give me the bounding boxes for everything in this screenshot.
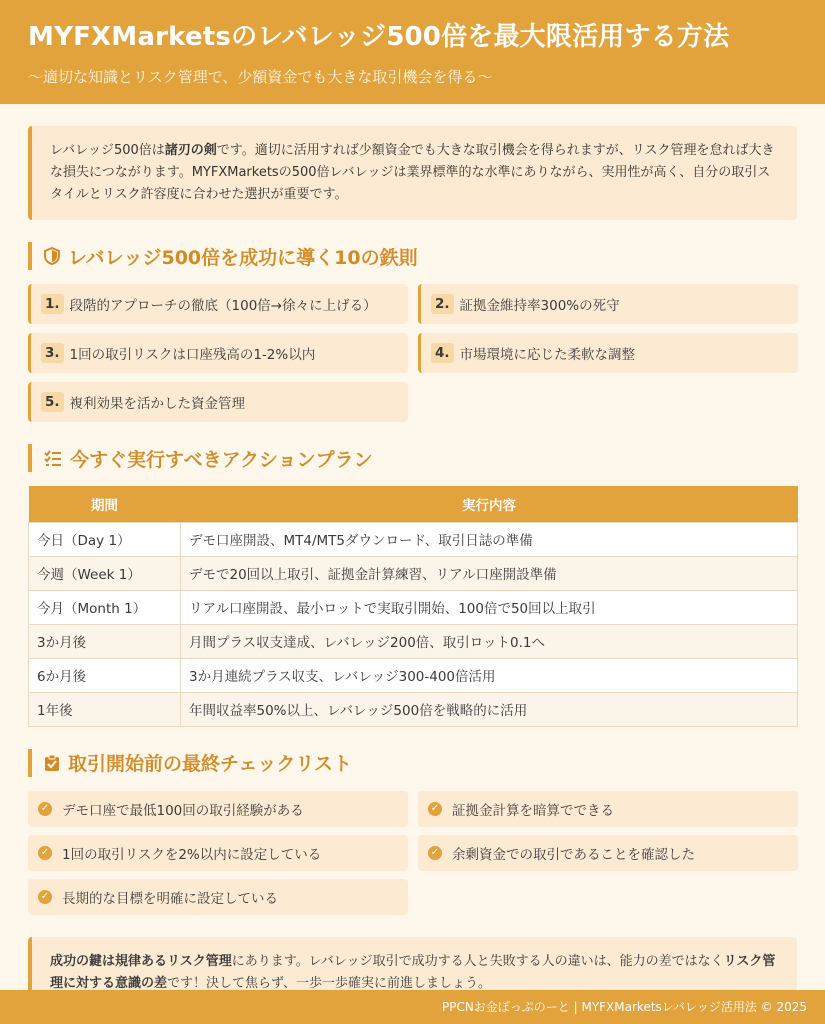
rule-text: 市場環境に応じた柔軟な調整 <box>459 347 636 363</box>
check-circle-icon: ✓ <box>38 890 52 904</box>
intro-box <box>28 126 797 220</box>
conclusion-bold-2: リスク管理に対する意識の差 <box>50 953 776 991</box>
shield-icon <box>44 247 60 265</box>
checklist-icon <box>44 449 62 467</box>
period-cell: 3か月後 <box>29 624 181 658</box>
rule-item <box>28 333 408 373</box>
checklist-item <box>28 879 408 915</box>
checklist-grid <box>28 791 797 915</box>
conclusion-text-1: にあります。レバレッジ取引で成功する人と失敗する人の違いは、能力の差ではなく <box>231 953 724 969</box>
rule-number: 2. <box>431 294 454 314</box>
content-cell: 年間収益率50%以上、レバレッジ500倍を戦略的に活用 <box>181 692 798 726</box>
rules-title-text: レバレッジ500倍を成功に導く10の鉄則 <box>68 246 418 269</box>
content-cell: デモ口座開設、MT4/MT5ダウンロード、取引日誌の準備 <box>181 522 798 556</box>
rules-grid <box>28 284 797 422</box>
table-row <box>29 658 798 692</box>
table-header-row <box>29 486 798 522</box>
content-cell: リアル口座開設、最小ロットで実取引開始、100倍で50回以上取引 <box>181 590 798 624</box>
table-row <box>29 522 798 556</box>
checklist-item-text: 余剰資金での取引であることを確認した <box>452 846 695 863</box>
column-header-content: 実行内容 <box>181 486 798 522</box>
table-row <box>29 590 798 624</box>
checklist-item-text: 長期的な目標を明確に設定している <box>62 890 278 907</box>
rule-item <box>418 284 798 324</box>
rule-number: 4. <box>431 343 454 363</box>
checklist-item <box>28 835 408 871</box>
intro-text-1: レバレッジ500倍は <box>50 143 165 158</box>
rules-section-title <box>28 242 797 270</box>
table-row <box>29 556 798 590</box>
page-footer <box>0 990 825 1024</box>
check-circle-icon: ✓ <box>428 846 442 860</box>
page-subtitle: 〜適切な知識とリスク管理で、少額資金でも大きな取引機会を得る〜 <box>28 68 493 86</box>
rule-text: 複利効果を活かした資金管理 <box>69 396 246 412</box>
checklist-item-text: 1回の取引リスクを2%以内に設定している <box>62 846 322 863</box>
check-circle-icon: ✓ <box>38 846 52 860</box>
conclusion-text-2: です！決して焦らず、一歩一歩確実に前進しましょう。 <box>167 975 491 991</box>
footer-text: PPCNお金ぽっぷのーと | MYFXMarketsレバレッジ活用法 © 2025 <box>441 1000 807 1014</box>
clipboard-check-icon <box>44 754 60 772</box>
content-cell: 3か月連続プラス収支、レバレッジ300-400倍活用 <box>181 658 798 692</box>
checklist-item-text: デモ口座で最低100回の取引経験がある <box>62 802 304 819</box>
check-circle-icon: ✓ <box>38 802 52 816</box>
rule-text: 1回の取引リスクは口座残高の1-2%以内 <box>69 347 316 363</box>
main-content <box>0 104 825 1009</box>
action-section-title <box>28 444 797 472</box>
check-circle-icon: ✓ <box>428 802 442 816</box>
rule-number: 5. <box>41 392 64 412</box>
action-plan-table <box>28 486 798 727</box>
checklist-title-text: 取引開始前の最終チェックリスト <box>68 753 353 775</box>
intro-text-2: です。適切に活用すれば少額資金でも大きな取引機会を得られますが、リスク管理を怠れば大きな損失につながります。MYFXMarketsの500倍レバレッジは業界標準的な水準にありながら、実用性が高く、自分の取引スタイルとリスク許容度に合わせた選択が重要です。 <box>50 143 775 202</box>
period-cell: 6か月後 <box>29 658 181 692</box>
period-cell: 今日（Day 1） <box>29 522 181 556</box>
period-cell: 今週（Week 1） <box>29 556 181 590</box>
page-title: MYFXMarketsのレバレッジ500倍を最大限活用する方法 <box>28 22 730 52</box>
rule-item <box>28 382 408 422</box>
rule-text: 段階的アプローチの徹底（100倍→徐々に上げる） <box>69 298 377 314</box>
content-cell: デモで20回以上取引、証拠金計算練習、リアル口座開設準備 <box>181 556 798 590</box>
checklist-item <box>418 835 798 871</box>
rule-number: 3. <box>41 343 64 363</box>
period-cell: 今月（Month 1） <box>29 590 181 624</box>
period-cell: 1年後 <box>29 692 181 726</box>
checklist-item-text: 証拠金計算を暗算でできる <box>452 802 614 819</box>
checklist-item <box>418 791 798 827</box>
page-header <box>0 0 825 104</box>
checklist-item <box>28 791 408 827</box>
rule-text: 証拠金維持率300%の死守 <box>459 298 620 314</box>
conclusion-bold-1: 成功の鍵は規律あるリスク管理 <box>50 953 232 969</box>
checklist-section-title <box>28 749 797 777</box>
column-header-period: 期間 <box>29 486 181 522</box>
rule-item <box>28 284 408 324</box>
intro-bold: 諸刃の剣 <box>164 143 217 158</box>
rule-number: 1. <box>41 294 64 314</box>
action-title-text: 今すぐ実行すべきアクションプラン <box>70 448 373 471</box>
table-row <box>29 624 798 658</box>
content-cell: 月間プラス収支達成、レバレッジ200倍、取引ロット0.1へ <box>181 624 798 658</box>
rule-item <box>418 333 798 373</box>
table-row <box>29 692 798 726</box>
